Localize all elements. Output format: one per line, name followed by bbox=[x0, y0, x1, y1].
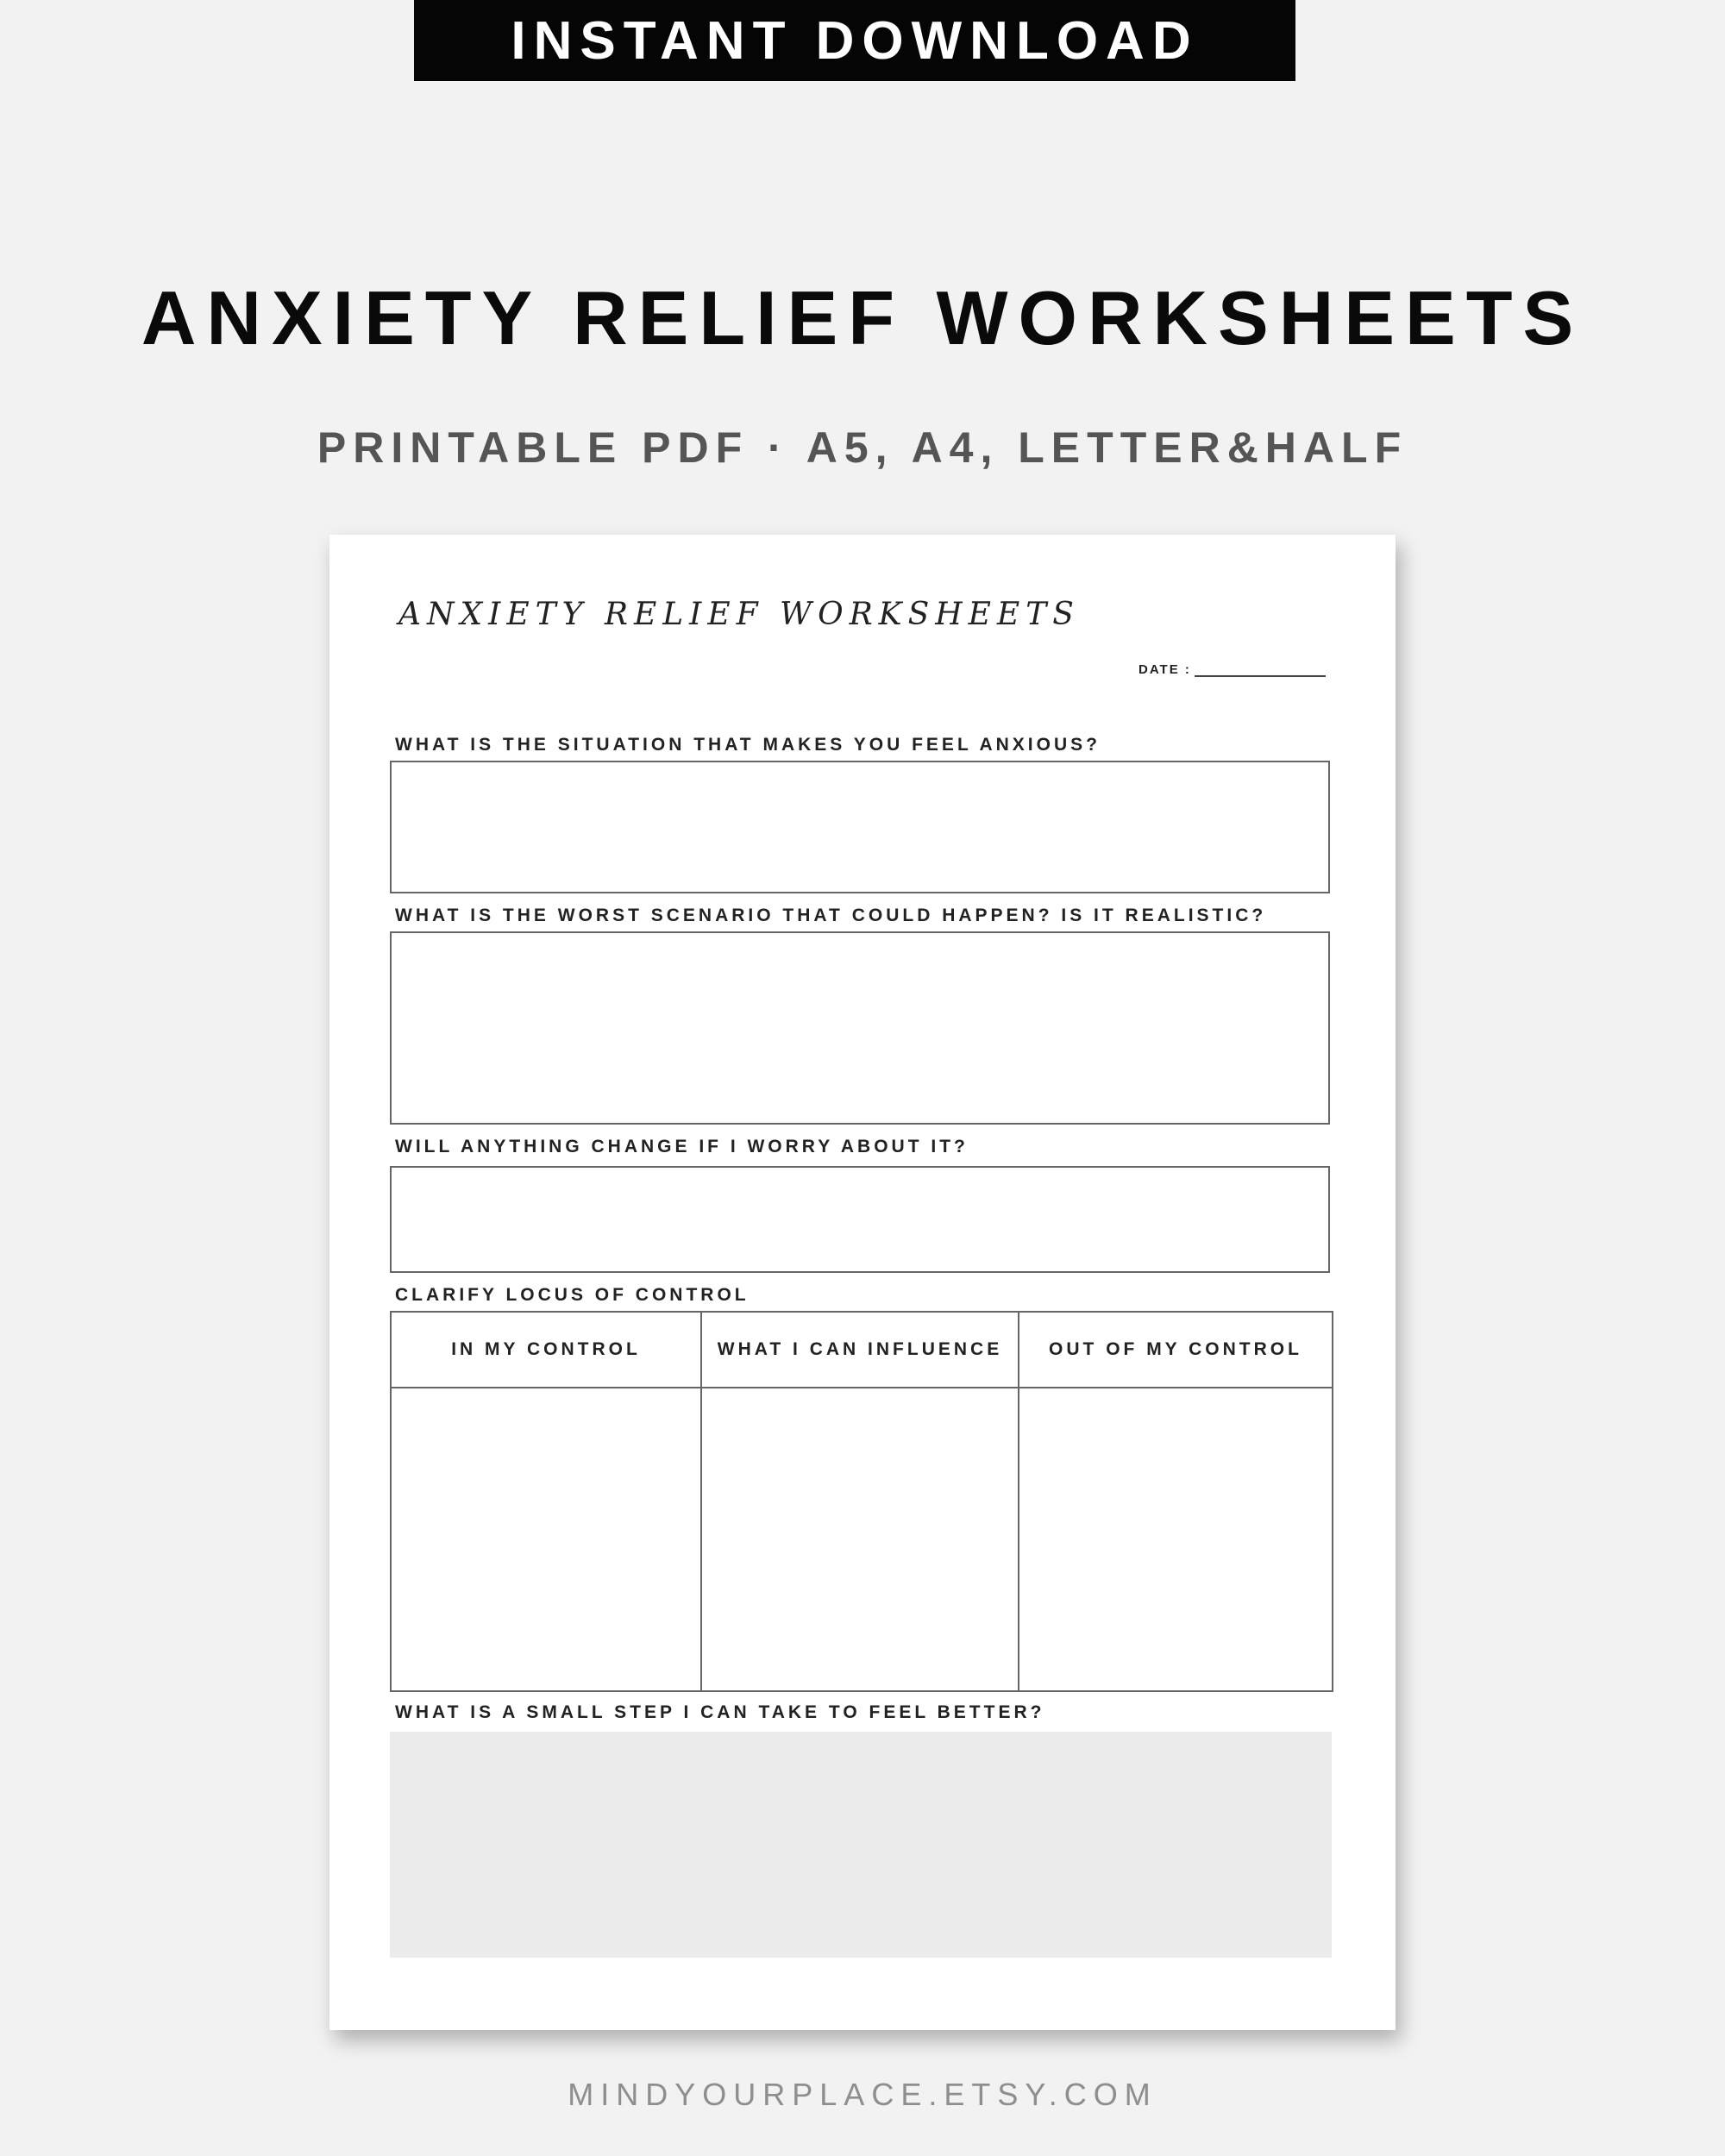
locus-of-control-table bbox=[390, 1311, 1333, 1692]
column-header: WHAT I CAN INFLUENCE bbox=[702, 1313, 1018, 1388]
date-label: DATE : bbox=[1138, 662, 1191, 677]
locus-column-out-of-control bbox=[1019, 1313, 1333, 1690]
column-body bbox=[702, 1388, 1018, 1690]
worksheet-preview bbox=[329, 535, 1396, 2030]
locus-column-influence bbox=[702, 1313, 1019, 1690]
date-line bbox=[1195, 663, 1326, 677]
column-header: OUT OF MY CONTROL bbox=[1019, 1313, 1332, 1388]
answer-box-situation bbox=[390, 761, 1330, 893]
column-body bbox=[1019, 1388, 1332, 1690]
column-header: IN MY CONTROL bbox=[392, 1313, 700, 1388]
column-body bbox=[392, 1388, 700, 1690]
format-subtitle: PRINTABLE PDF · A5, A4, LETTER&HALF bbox=[317, 423, 1408, 472]
answer-box-small-step bbox=[390, 1732, 1332, 1958]
question-situation: WHAT IS THE SITUATION THAT MAKES YOU FEEL ANXIOUS? bbox=[395, 735, 1101, 755]
date-field bbox=[1138, 662, 1326, 677]
question-worst-scenario: WHAT IS THE WORST SCENARIO THAT COULD HAPPEN? IS IT REALISTIC? bbox=[395, 906, 1267, 925]
answer-box-worst-scenario bbox=[390, 931, 1330, 1125]
locus-column-in-control bbox=[392, 1313, 702, 1690]
instant-download-banner: INSTANT DOWNLOAD bbox=[414, 0, 1295, 81]
question-small-step: WHAT IS A SMALL STEP I CAN TAKE TO FEEL BETTER? bbox=[395, 1702, 1045, 1722]
question-worry-change: WILL ANYTHING CHANGE IF I WORRY ABOUT IT? bbox=[395, 1137, 969, 1156]
worksheet-title: ANXIETY RELIEF WORKSHEETS bbox=[398, 597, 1080, 632]
answer-box-worry-change bbox=[390, 1166, 1330, 1273]
question-locus-of-control: CLARIFY LOCUS OF CONTROL bbox=[395, 1285, 750, 1305]
shop-url: MINDYOURPLACE.ETSY.COM bbox=[568, 2077, 1157, 2112]
page-title: ANXIETY RELIEF WORKSHEETS bbox=[141, 275, 1584, 360]
